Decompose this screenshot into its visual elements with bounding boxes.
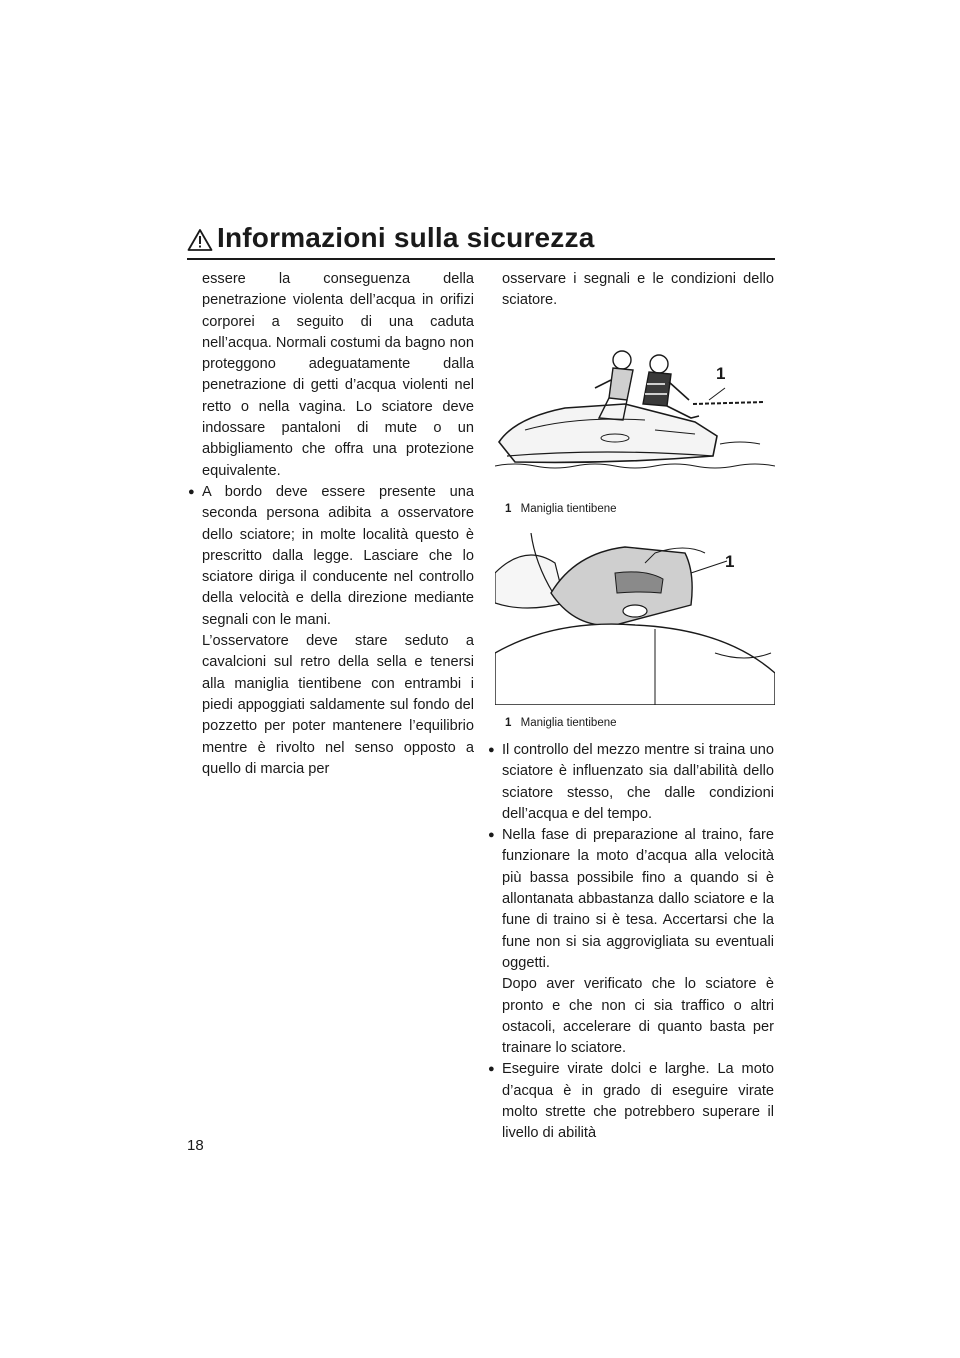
page-number: 18	[187, 1137, 204, 1154]
figure-caption	[505, 717, 617, 729]
warning-triangle-icon	[187, 228, 213, 252]
bullet-item	[188, 482, 474, 631]
callout-number: 1	[725, 552, 735, 571]
bullet-text: Nella fase di preparazione al traino, fare funzionare la moto d’acqua alla velocità più bassa possibile fino a quando si è allontanata abbastanza dallo sciatore e la fune di traino si è tesa. Accertarsi che la fune non si sia aggrovigliata su eventuali oggetti.	[502, 827, 774, 971]
bullet-item	[488, 825, 774, 974]
callout-number: 1	[716, 364, 726, 383]
bullet-item	[488, 1059, 774, 1144]
bullet-text: Eseguire virate dolci e larghe. La moto d’acqua è in grado di eseguire virate molto strette che potrebbero superare il livello di abilità	[502, 1061, 774, 1142]
bullet-text: Il controllo del mezzo mentre si traina uno sciatore è influenzato sia dall’abilità dello sciatore stesso, che dalle condizioni dell’acqua e del tempo.	[502, 742, 774, 822]
figure-caption	[505, 503, 617, 515]
page-header	[187, 222, 775, 258]
page-title: Informazioni sulla sicurezza	[217, 222, 595, 253]
left-column	[188, 269, 474, 780]
bullet-icon: ●	[488, 744, 495, 756]
right-column-top	[502, 269, 774, 312]
bullet-text: A bordo deve essere presente una seconda persona adibita a osservatore dello sciatore; in molte località questo è prescritto dalla legge. Lasciare che lo sciatore diriga il conducente nel controllo della velocità e della direzione mediante segnali con le mani.	[202, 483, 474, 628]
right-column-lower	[488, 740, 774, 1145]
bullet-icon: ●	[488, 1063, 495, 1076]
bullet-icon: ●	[188, 485, 195, 498]
header-rule	[187, 258, 775, 260]
caption-number: 1	[505, 503, 512, 515]
paragraph: essere la conseguenza della penetrazione violenta dell’acqua in orifizi corporei a seguito di una caduta nell’acqua. Normali costumi da bagno non proteggono adeguatamente dalla penetrazione di getti d’acqua violenti nel retto o nella vagina. Lo sciatore deve indossare pantaloni di mute o un abbigliamento che offra una protezione equivalente.	[202, 271, 474, 479]
paragraph: Dopo aver verificato che lo sciatore è pronto e che non ci sia traffico o altri ostacoli, accelerare di quanto basta per trainare lo sciatore.	[502, 976, 774, 1057]
caption-text: Maniglia tientibene	[520, 503, 617, 515]
bullet-item	[488, 740, 774, 825]
paragraph: osservare i segnali e le condizioni dello sciatore.	[502, 271, 774, 309]
caption-number: 1	[505, 717, 512, 729]
caption-text: Maniglia tientibene	[520, 717, 617, 729]
watercraft-towing-illustration	[495, 338, 775, 498]
bullet-icon: ●	[488, 829, 495, 842]
paragraph: L’osservatore deve stare seduto a cavalcioni sul retro della sella e tenersi alla maniglia tientibene con entrambi i piedi appoggiati saldamente sul fondo del pozzetto per poter mantenere l’equilibrio mentre è rivolto nel senso opposto a quello di marcia per	[202, 633, 474, 777]
